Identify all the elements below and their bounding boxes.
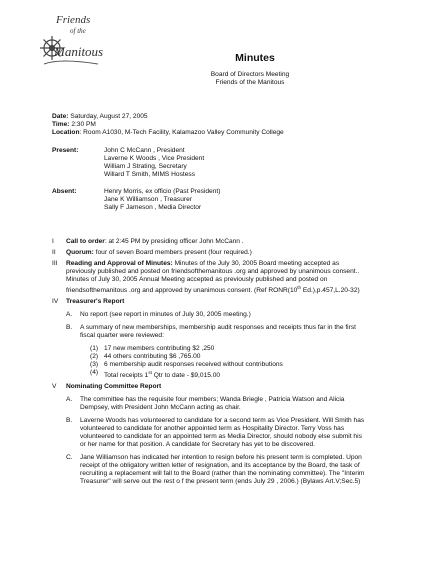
- absent-name: Sally F Jameson , Media Director: [104, 204, 202, 211]
- present-name: John C McCann , President: [104, 147, 185, 154]
- logo-line-1: Friends: [56, 14, 91, 26]
- section-call-to-order: [66, 238, 244, 246]
- present-name: Willard T Smith, MIMS Hostess: [104, 171, 195, 178]
- item-marker: B.: [66, 324, 73, 331]
- absent-name: Jane K Williamson , Treasurer: [104, 196, 192, 203]
- location-label: Location: [52, 129, 80, 136]
- minutes-text: Minutes of the July 30, 2005 Board meeting accepted as: [172, 260, 340, 267]
- section-number: II: [52, 249, 56, 256]
- nominating-item-a: The committee has the requisite four members; Wanda Briegle , Patricia Watson and Alicia: [80, 396, 345, 403]
- time-value: 2:30 PM: [71, 121, 96, 128]
- nominating-item-c: Treasurer" will serve out the rest o f the present term (ends July 29 , 2006.) (Bylaws Art.V;Sec.5): [80, 478, 361, 485]
- call-to-order-text: : at 2:45 PM by presiding officer John McCann .: [104, 238, 244, 245]
- item-marker: C.: [66, 454, 73, 461]
- treasurer-item-b: A summary of new memberships, membership audit responses and receipts thus far in the first: [80, 324, 356, 331]
- logo-line-2: of the: [70, 27, 86, 35]
- nominating-item-a: Dempsey, with President John McCann acting as chair.: [80, 404, 241, 411]
- item-marker: A.: [66, 311, 73, 318]
- list-item-number: (1): [90, 345, 99, 352]
- list-item-number: (4): [90, 369, 99, 376]
- item-marker: A.: [66, 396, 73, 403]
- section-number: I: [52, 238, 54, 245]
- logo-line-3: Manitous: [54, 44, 104, 59]
- list-item: 6 membership audit responses received without contributions: [104, 361, 283, 368]
- nominating-item-c: Jane Williamson has indicated her intention to resign before his present term is completed. Upon: [80, 454, 362, 461]
- time-label: Time:: [52, 121, 70, 128]
- date-label: Date:: [52, 113, 69, 120]
- meta-location: [52, 129, 284, 137]
- section-minutes-line: [66, 260, 339, 268]
- present-label: Present:: [52, 147, 79, 154]
- section-quorum: [66, 249, 252, 257]
- section-number: V: [52, 383, 57, 390]
- nominating-item-b: volunteered to candidate for another appointed term as Hospitality Director. Terry Voss has: [80, 425, 345, 432]
- list-item-text: Qtr to date - $9,015.00: [151, 372, 221, 380]
- absent-name: Henry Morris, ex officio (Past President): [104, 188, 221, 195]
- quorum-text: four of seven Board members present (four required.): [93, 249, 252, 256]
- nominating-item-b: or her name for that position. A candidate for Secretary has yet to be discovered.: [80, 441, 315, 448]
- minutes-line: Minutes of July 30, 2005 Annual Meeting accepted as previously published and posted on: [66, 276, 328, 283]
- list-item-text: Total receipts 1: [104, 372, 149, 380]
- location-value: : Room A1030, M-Tech Facility, Kalamazoo Valley Community College: [79, 129, 284, 136]
- nominating-item-c: receipt of the obligatory written letter of resignation, and its acceptance by the Board, the task of: [80, 462, 360, 469]
- present-name: William J Strating, Secretary: [104, 163, 187, 170]
- header-subtitle-2: Friends of the Manitous: [215, 79, 285, 86]
- superscript: st: [148, 370, 152, 375]
- minutes-line: previously published and posted on friendsofthemanitous .org and approved by unanimous consent..: [66, 268, 360, 275]
- meta-date: [52, 113, 148, 121]
- present-name: Laverne K Woods , Vice President: [104, 155, 205, 162]
- treasurer-heading: Treasurer's Report: [66, 298, 125, 305]
- minutes-line: [66, 284, 360, 295]
- superscript: th: [297, 285, 302, 290]
- minutes-line-text: friendsofthemanitous .org and approved by unanimous consent. (Ref RONR(10: [66, 287, 298, 295]
- item-marker: B.: [66, 417, 73, 424]
- minutes-line-text: Ed.),p.457,L.20-32): [301, 287, 360, 295]
- page-title: Minutes: [235, 52, 275, 64]
- nominating-heading: Nominating Committee Report: [66, 383, 162, 390]
- nominating-item-c: recruiting a replacement will fall to the Board (rather than the nominating committee). The "Interim: [80, 470, 365, 477]
- call-to-order-label: Call to order: [66, 238, 105, 245]
- minutes-label: Reading and Approval of Minutes:: [66, 260, 173, 267]
- absent-label: Absent:: [52, 188, 77, 195]
- list-item: [104, 369, 220, 380]
- section-number: IV: [52, 298, 59, 305]
- logo: [40, 14, 104, 70]
- treasurer-item-b: fiscal quarter were reviewed:: [80, 332, 164, 339]
- quorum-label: Quorum:: [66, 249, 94, 256]
- header-subtitle-1: Board of Directors Meeting: [210, 71, 290, 78]
- list-item-number: (2): [90, 353, 99, 360]
- treasurer-item-a: No report (see report in minutes of July 30, 2005 meeting.): [80, 311, 251, 318]
- list-item: 44 others contributing $6 ,765.00: [104, 353, 201, 360]
- nominating-item-b: volunteered to candidate for an appointed term as Media Director, should nobody else submit his: [80, 433, 362, 440]
- list-item: 17 new members contributing $2 ,250: [104, 345, 215, 352]
- list-item-number: (3): [90, 361, 99, 368]
- nominating-item-b: Laverne Woods has volunteered to candidate for a second term as Vice President. Will Smith has: [80, 417, 365, 424]
- date-value: Saturday, August 27, 2005: [70, 113, 148, 120]
- meta-time: [52, 121, 96, 129]
- section-number: III: [52, 260, 58, 267]
